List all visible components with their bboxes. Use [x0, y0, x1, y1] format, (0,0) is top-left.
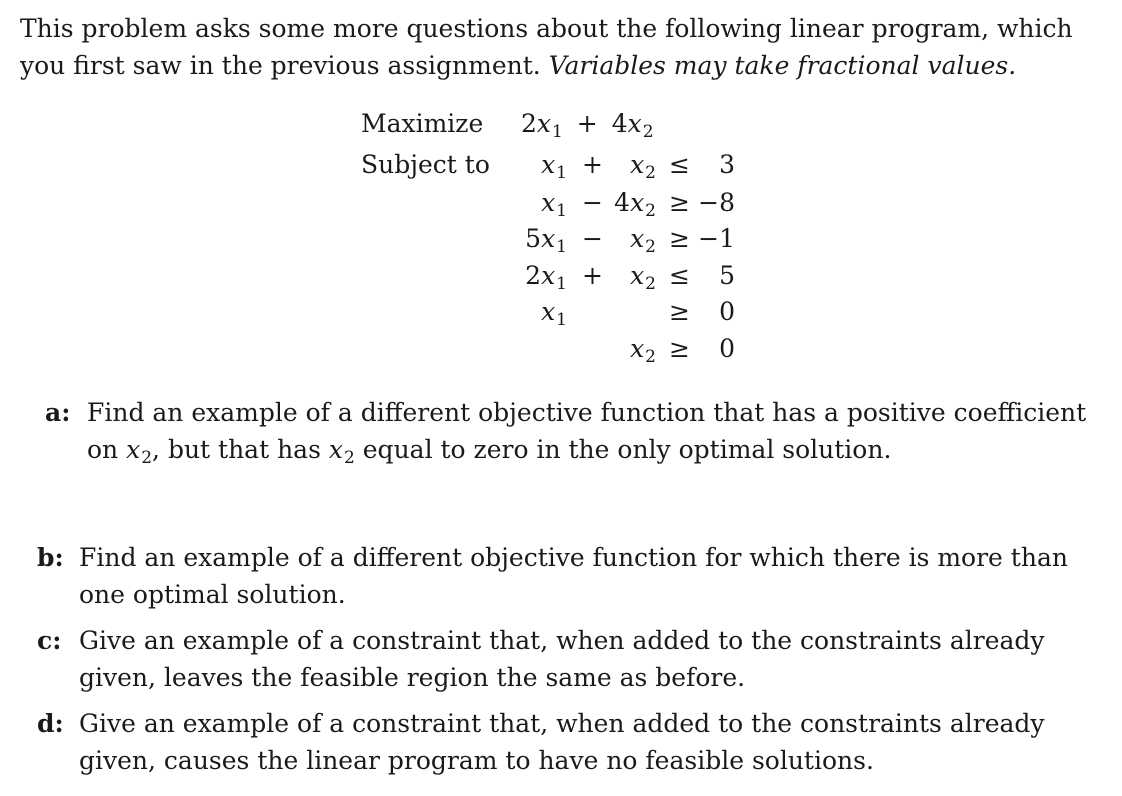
constraint-4-relation: ≤ [669, 261, 690, 290]
question-b-text: Find an example of a different objective function for which there is more than one optimal solution. [79, 543, 1068, 609]
constraint-1-op: + [582, 150, 603, 179]
x2-symbol: $x_2$ [328, 435, 355, 468]
constraint-3-op: − [582, 224, 603, 253]
question-c-label: c: [37, 626, 62, 655]
constraint-5-rhs: 0 [719, 297, 735, 326]
question-a [45, 394, 1095, 472]
constraint-4-rhs: 5 [719, 261, 735, 290]
question-a-label: a: [45, 398, 71, 427]
constraint-4-term1: $2x_1$ [525, 261, 567, 294]
constraint-1-term1: $x_1$ [541, 150, 567, 183]
objective-c1: 2 [521, 109, 537, 138]
objective-op: + [576, 109, 598, 138]
intro-text: This problem asks some more questions about the following linear program, which you first saw in the previous assignment. [20, 14, 1073, 80]
constraint-4-term2: $x_2$ [630, 261, 656, 294]
constraint-1-rhs: 3 [719, 150, 735, 179]
constraint-3-term1: $5x_1$ [525, 224, 567, 257]
objective-x2: $x_2$ [627, 109, 654, 142]
intro-note: Variables may take fractional values. [548, 51, 1017, 80]
constraint-5-term1: $x_1$ [541, 297, 567, 330]
constraint-2-term2: $4x_2$ [614, 188, 656, 221]
constraint-1-relation: ≤ [669, 150, 690, 179]
question-c [37, 622, 1097, 696]
subject-to-label: Subject to [361, 150, 490, 179]
objective-function [521, 109, 654, 142]
question-d [37, 705, 1097, 779]
constraint-6-rhs: 0 [719, 334, 735, 363]
constraint-2-rhs: −8 [698, 188, 735, 217]
constraint-2-relation: ≥ [669, 188, 690, 217]
constraint-3-relation: ≥ [669, 224, 690, 253]
question-b-label: b: [37, 543, 64, 572]
question-d-text: Give an example of a constraint that, when added to the constraints already given, causes the linear program to have no feasible solutions. [79, 709, 1045, 775]
constraint-4-op: + [582, 261, 603, 290]
constraint-3-term2: $x_2$ [630, 224, 656, 257]
question-a-text-part3: equal to zero in the only optimal solution. [362, 435, 892, 464]
maximize-label: Maximize [361, 109, 484, 138]
constraint-3-rhs: −1 [698, 224, 735, 253]
objective-x1: $x_1$ [536, 109, 563, 142]
linear-program [0, 0, 1122, 380]
x2-symbol: $x_2$ [126, 435, 153, 468]
question-d-label: d: [37, 709, 64, 738]
question-a-text [87, 394, 1095, 472]
constraint-6-term2: $x_2$ [630, 334, 656, 367]
objective-c2: 4 [611, 109, 628, 138]
constraint-2-op: − [582, 188, 603, 217]
question-a-text-part2: , but that has [152, 435, 321, 464]
constraint-1-term2: $x_2$ [630, 150, 656, 183]
constraint-6-relation: ≥ [669, 334, 690, 363]
constraint-5-relation: ≥ [669, 297, 690, 326]
constraint-2-term1: $x_1$ [541, 188, 567, 221]
question-b [37, 539, 1097, 613]
question-a-text-part1: Find an example of a different objective function that has a positive coefficient on [87, 398, 1087, 464]
question-c-text: Give an example of a constraint that, when added to the constraints already given, leaves the feasible region the same as before. [79, 626, 1045, 692]
